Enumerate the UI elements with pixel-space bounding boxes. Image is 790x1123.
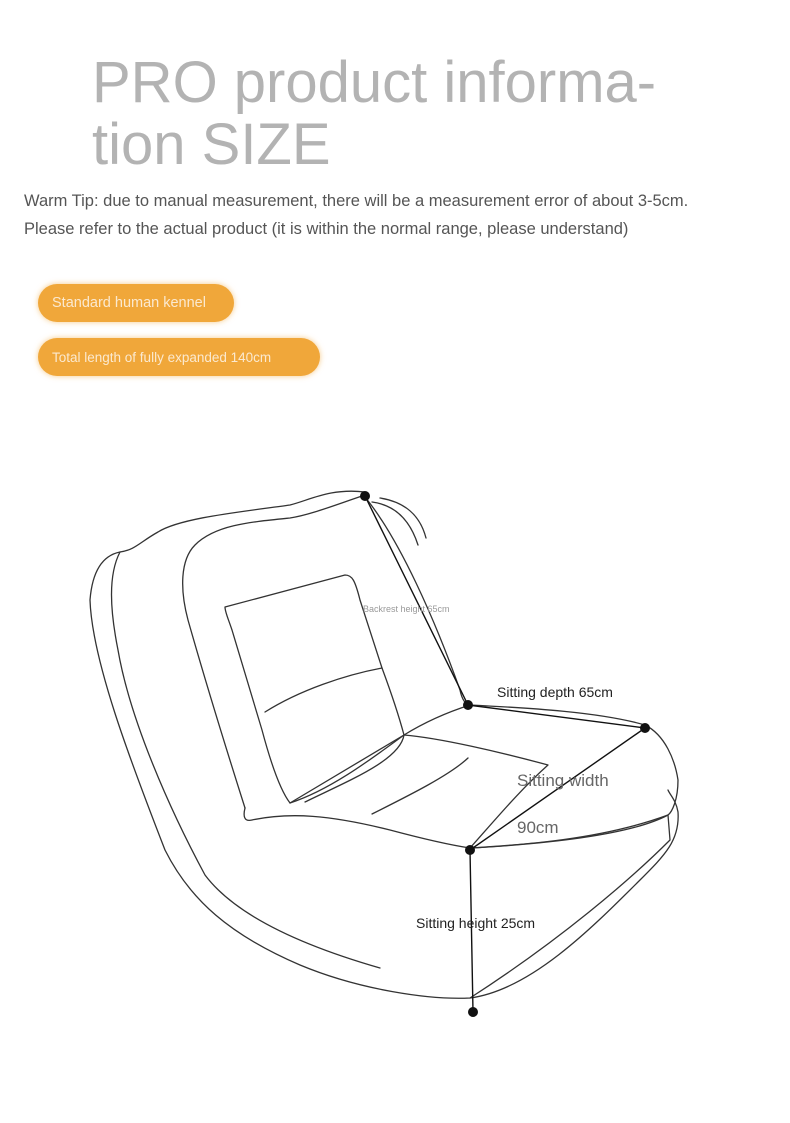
measure-point-front-right — [640, 723, 650, 733]
seat-front — [290, 735, 548, 848]
seat-seam-2 — [372, 758, 468, 814]
seat-cushion — [244, 808, 470, 848]
backrest-measure-line — [365, 496, 468, 705]
badge-total-length: Total length of fully expanded 140cm — [38, 338, 320, 376]
measure-point-front-left — [465, 845, 475, 855]
sitting-width-value: 90cm — [517, 818, 559, 837]
sitting-height-label: Sitting height 25cm — [416, 915, 536, 931]
sitting-width-label: Sitting width — [517, 771, 609, 790]
sitting-depth-label: Sitting depth 65cm — [497, 684, 613, 700]
sofa-base — [470, 815, 670, 998]
height-measure-line — [470, 850, 473, 1012]
seat-seam — [305, 735, 404, 802]
measure-point-ground — [468, 1007, 478, 1017]
depth-measure-line — [468, 705, 645, 728]
sofa-outer-shell — [90, 491, 678, 998]
back-cushion-seam — [265, 668, 382, 712]
measure-point-back — [463, 700, 473, 710]
measure-point-top — [360, 491, 370, 501]
page-title: PRO product informa-tion SIZE — [92, 50, 657, 177]
warm-tip-line-2: Please refer to the actual product (it is within the normal range, please understand) — [24, 220, 629, 238]
warm-tip-line-1: Warm Tip: due to manual measurement, there will be a measurement error of about 3-5cm. — [24, 192, 689, 210]
backrest-height-label: Backrest height 65cm — [363, 604, 450, 614]
sofa-back-panel — [183, 495, 365, 808]
sofa-outer-shell-edge — [112, 552, 381, 968]
badge-standard-human-kennel: Standard human kennel — [38, 284, 234, 322]
